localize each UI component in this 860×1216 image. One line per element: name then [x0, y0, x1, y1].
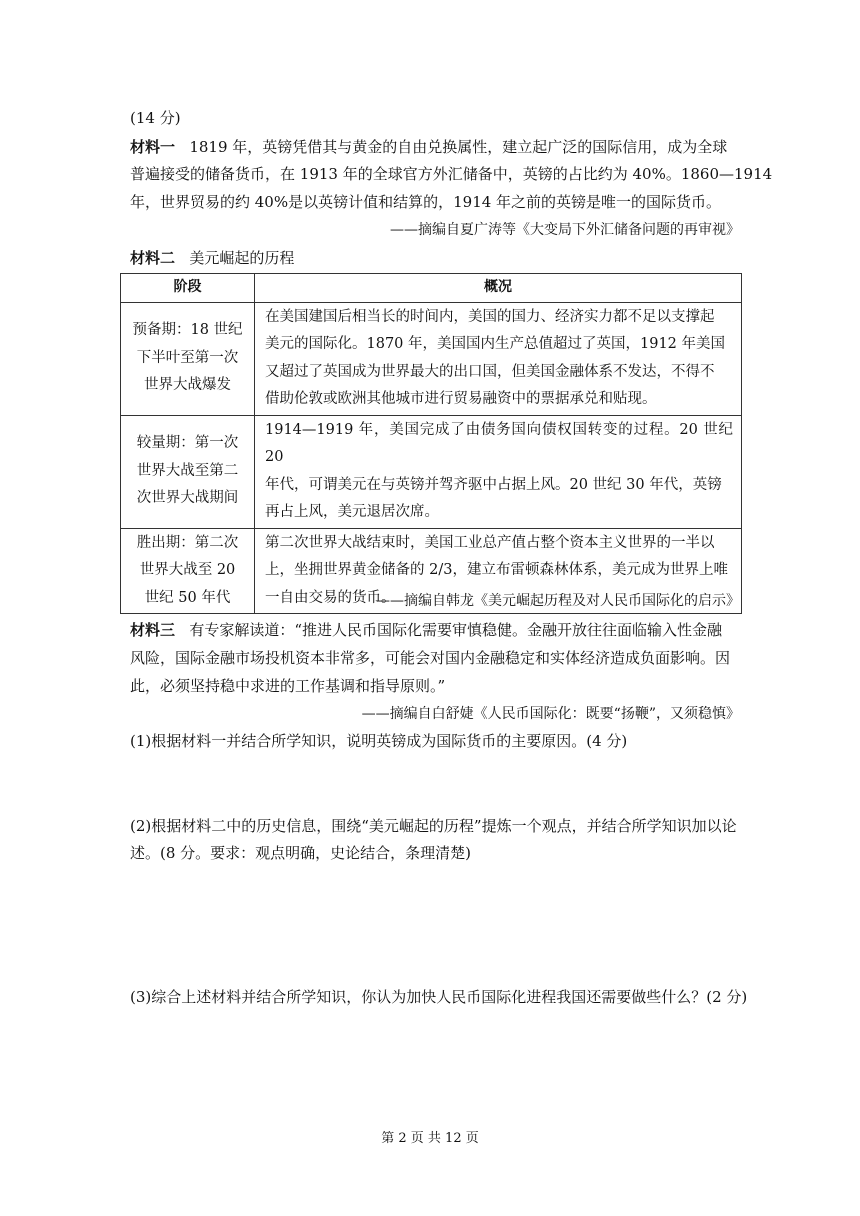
material1-label: 材料一 [130, 138, 176, 156]
dollar-history-table [120, 273, 742, 614]
overview-cell [255, 415, 742, 528]
question-3: (3)综合上述材料并结合所学知识，你认为加快人民币国际化进程我国还需要做些什么？(2 分) [130, 988, 748, 1006]
question-1: (1)根据材料一并结合所学知识，说明英镑成为国际货币的主要原因。(4 分) [130, 732, 628, 750]
table-row [121, 302, 742, 415]
stage-line: 次世界大战期间 [136, 490, 239, 507]
material3-line-2: 风险，国际金融市场投机资本非常多，可能会对国内金融稳定和实体经济造成负面影响。因 [130, 649, 731, 667]
material3-label: 材料三 [130, 621, 176, 639]
overview-line: 第二次世界大战结束时，美国工业总产值占整个资本主义世界的一半以 [265, 534, 715, 551]
overview-line: 又超过了英国成为世界最大的出口国，但美国金融体系不发达，不得不 [265, 363, 715, 380]
stage-line: 世纪 50 年代 [144, 589, 231, 606]
question-2: (2)根据材料二中的历史信息，围绕“美元崛起的历程”提炼一个观点，并结合所学知识加以论述。(8 分。要求：观点明确，史论结合，条理清楚) [130, 817, 737, 862]
stage-line: 世界大战至 20 [139, 562, 236, 578]
stage-line: 世界大战至第二 [136, 462, 239, 479]
overview-line: 一自由交易的货币。 [265, 589, 396, 606]
material3-line-1 [130, 620, 740, 640]
material3-line-3: 此，必须坚持稳中求进的工作基调和指导原则。” [130, 677, 446, 695]
overview-line: 再占上风，美元退居次席。 [265, 504, 439, 520]
header-stage: 阶段 [121, 274, 255, 303]
material2-title: 美元崛起的历程 [189, 249, 295, 267]
material1-line-3: 年，世界贸易的约 40%是以英镑计值和结算的，1914 年之前的英镑是唯一的国际货币。 [130, 193, 722, 211]
table-row [121, 415, 742, 528]
material2-source: ——摘编自韩龙《美元崛起历程及对人民币国际化的启示》 [376, 593, 740, 609]
stage-cell [121, 302, 255, 415]
overview-line: 1914—1919 年，美国完成了由债务国向债权国转变的过程。20 世纪 20 [265, 421, 733, 465]
material3-source: ——摘编自白舒婕《人民币国际化：既要“扬鞭”，又须稳慎》 [361, 706, 740, 722]
header-overview: 概况 [255, 274, 742, 303]
stage-line: 世界大战爆发 [144, 377, 231, 394]
material2-label: 材料二 [130, 249, 176, 267]
table-header-row [121, 274, 742, 303]
overview-line: 借助伦敦或欧洲其他城市进行贸易融资中的票据承兑和贴现。 [265, 391, 657, 407]
overview-line: 美元的国际化。1870 年，美国国内生产总值超过了英国，1912 年美国 [265, 336, 726, 352]
overview-line: 上，坐拥世界黄金储备的 2/3，建立布雷顿森林体系，美元成为世界上唯 [265, 562, 728, 578]
material2-heading [130, 248, 740, 268]
score-note: (14 分) [130, 109, 181, 127]
overview-line: 年代，可谓美元在与英镑并驾齐驱中占据上风。20 世纪 30 年代，英镑 [265, 476, 722, 493]
page-footer: 第 2 页 共 12 页 [381, 1131, 479, 1146]
material1-line-2: 普遍接受的储备货币，在 1913 年的全球官方外汇储备中，英镑的占比约为 40%。1860—1914 [130, 165, 773, 183]
material1-line-1 [130, 137, 740, 157]
stage-line: 胜出期：第二次 [136, 534, 239, 551]
material3-text-1: 有专家解读道：“推进人民币国际化需要审慎稳健。金融开放往往面临输入性金融 [189, 621, 723, 639]
overview-cell [255, 302, 742, 415]
material1-text-1: 1819 年，英镑凭借其与黄金的自由兑换属性，建立起广泛的国际信用，成为全球 [189, 138, 728, 156]
stage-line: 下半叶至第一次 [136, 349, 239, 366]
stage-line: 较量期：第一次 [136, 435, 239, 452]
material1-source: ——摘编自夏广涛等《大变局下外汇储备问题的再审视》 [390, 222, 740, 238]
stage-cell [121, 528, 255, 614]
overview-line: 在美国建国后相当长的时间内，美国的国力、经济实力都不足以支撑起 [265, 308, 715, 325]
stage-cell [121, 415, 255, 528]
stage-line: 预备期：18 世纪 [132, 322, 243, 339]
